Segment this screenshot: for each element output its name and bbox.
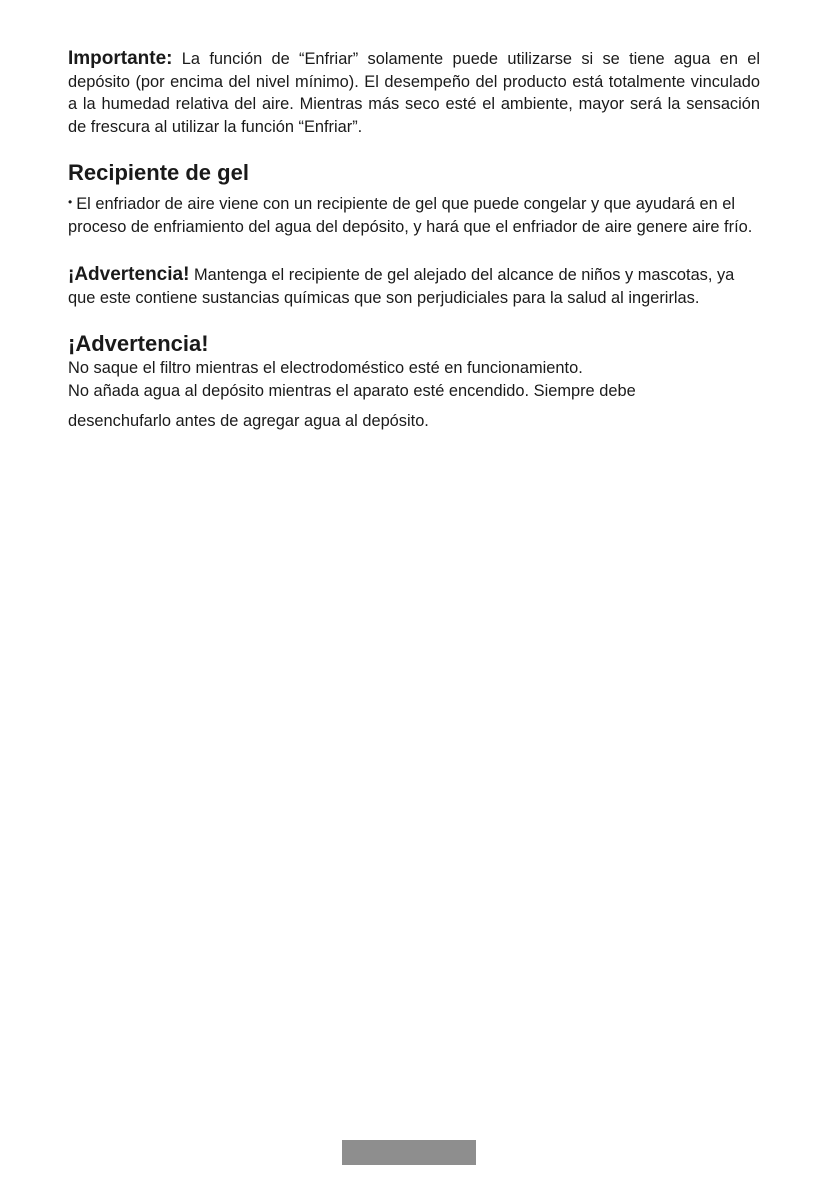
gel-section-title: Recipiente de gel [68,160,249,185]
warning-paragraph-1 [68,264,760,309]
warning-2-line-2: No añada agua al depósito mientras el aparato esté encendido. Siempre debe [68,381,636,400]
manual-page [68,48,760,433]
important-paragraph [68,48,760,138]
warning-2-line-3: desenchufarlo antes de agregar agua al depósito. [68,412,429,430]
gel-section-paragraph [68,191,760,238]
bullet-marker: • [68,195,73,209]
gel-section-text: El enfriador de aire viene con un recipiente de gel que puede congelar y que ayudará en el proceso de enfriamiento del agua del depósito, y hará que el enfriador de aire genere aire frío. [68,195,753,236]
important-label: Importante: [68,48,173,69]
warning-title-2: ¡Advertencia! [68,331,209,356]
warning-text-1: Mantenga el recipiente de gel alejado del alcance de niños y mascotas, ya que este contiene sustancias químicas que son perjudiciales para la salud al ingerirlas. [68,266,735,307]
warning-label-1: ¡Advertencia! [68,264,190,285]
warning-paragraph-2 [68,357,760,433]
important-text: La función de “Enfriar” solamente puede utilizarse si se tiene agua en el depósito (por encima del nivel mínimo). El desempeño del producto está totalmente vinculado a la humedad relativa del aire. Mientras más seco esté el ambiente, mayor será la sensación de frescura al utilizar la función “Enfriar”. [68,50,760,136]
page-footer-bar [342,1140,476,1165]
warning-2-line-1: No saque el filtro mientras el electrodoméstico esté en funcionamiento. [68,359,583,377]
